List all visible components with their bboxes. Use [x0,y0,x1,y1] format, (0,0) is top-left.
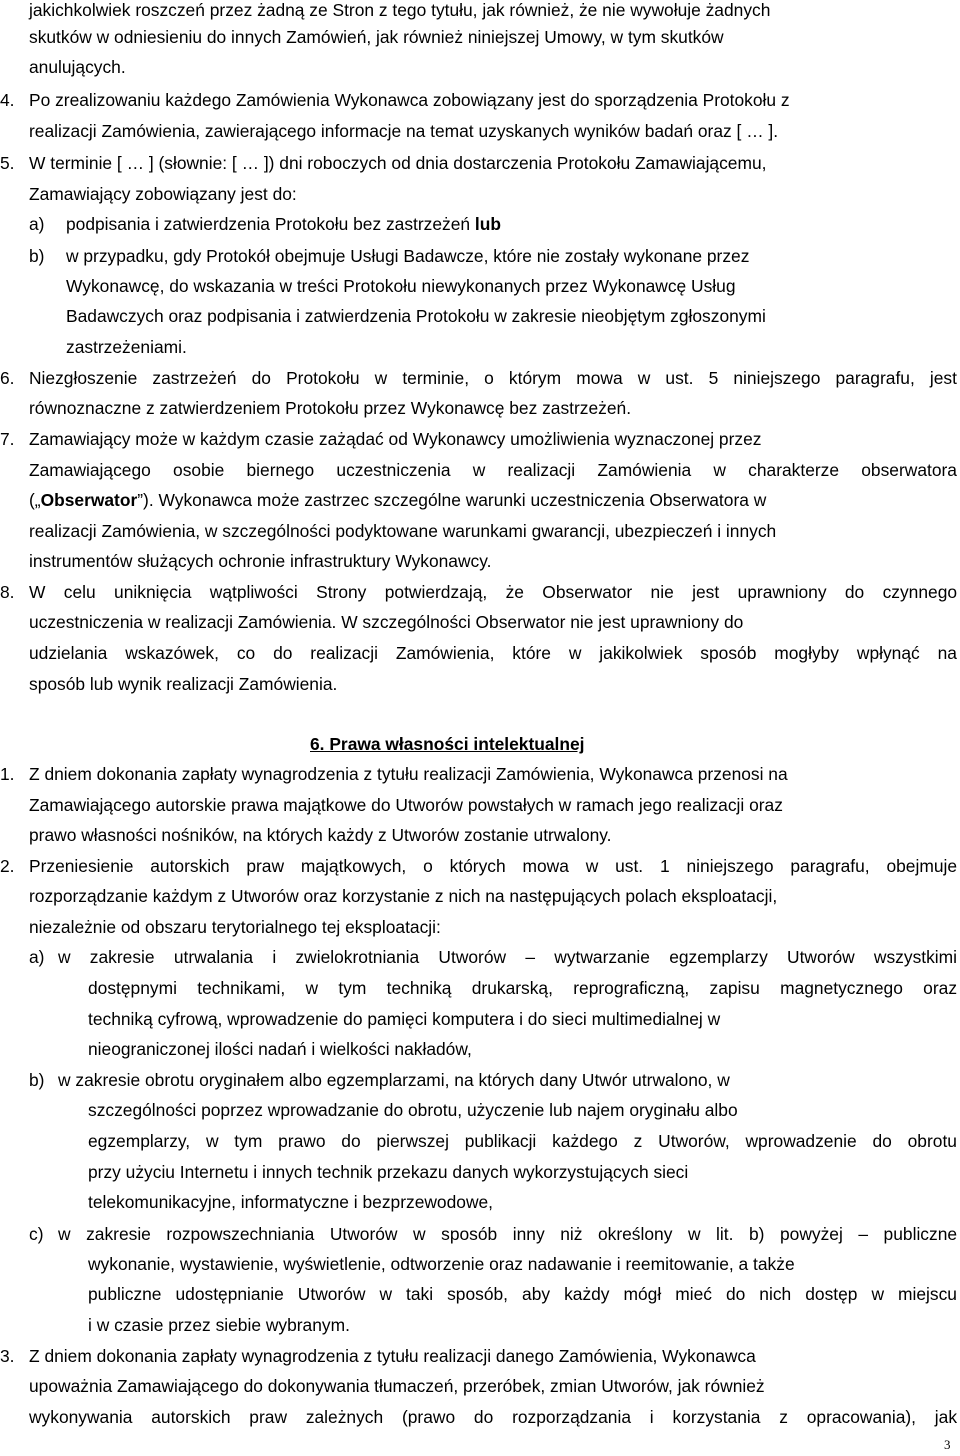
list-number: 4. [0,90,15,110]
section-heading: 6. Prawa własności intelektualnej [310,734,585,754]
list-number: 7. [0,429,15,449]
line-text: przy użyciu Internetu i innych technik przekazu danych wykorzystujących sieci [88,1162,689,1182]
list-number: 5. [0,153,15,173]
line-text: wykonywania autorskich praw zależnych (prawo do rozporządzania i korzystania z opracowania), jak [29,1407,958,1427]
list-number: 6. [0,368,15,388]
list-number: 3. [0,1346,15,1366]
paragraph-line [0,915,960,939]
sub-item-label: b) [29,246,45,266]
paragraph-line [0,1007,960,1031]
sub-item-a [0,945,960,969]
paragraph-line [0,823,960,847]
line-text: Zamawiającego autorskie prawa majątkowe do Utworów powstałych w ramach jego realizacji oraz [29,795,783,815]
line-text: egzemplarzy, w tym prawo do pierwszej publikacji każdego z Utworów, wprowadzenie do obrotu [88,1131,957,1151]
line-text: („Obserwator”). Wykonawca może zastrzec szczególne warunki uczestniczenia Obserwatora w [29,490,767,510]
paragraph-line [0,119,960,143]
paragraph-line [0,641,960,665]
sub-item-label: a) [29,214,45,234]
line-text: Niezgłoszenie zastrzeżeń do Protokołu w terminie, o którym mowa w ust. 5 niniejszego paragrafu, jest [29,368,957,388]
line-text: upoważnia Zamawiającego do dokonywania tłumaczeń, przeróbek, zmian Utworów, jak również [29,1376,765,1396]
paragraph-line [0,519,960,543]
paragraph-line [0,396,960,420]
line-text: publiczne udostępnianie Utworów w taki sposób, aby każdy mógł mieć do nich dostęp w miejscu [88,1284,957,1304]
line-text: Wykonawcę, do wskazania w treści Protokołu niewykonanych przez Wykonawcę Usług [66,276,736,296]
paragraph-line [0,1190,960,1214]
line-text: Z dniem dokonania zapłaty wynagrodzenia z tytułu realizacji Zamówienia, Wykonawca przenosi na [29,764,788,784]
line-text: prawo własności nośników, na których każdy z Utworów zostanie utrwalony. [29,825,612,845]
paragraph-line [0,488,960,512]
line-text: Zamawiający może w każdym czasie zażądać od Wykonawcy umożliwienia wyznaczonej przez [29,429,762,449]
list-item-5 [0,151,960,175]
line-text: techniką cyfrową, wprowadzenie do pamięci komputera i do sieci multimedialnej w [88,1009,721,1029]
line-text: nieograniczonej ilości nadań i wielkości nakładów, [88,1039,472,1059]
bold-text: Obserwator [40,490,138,510]
line-text: instrumentów służących ochronie infrastruktury Wykonawcy. [29,551,492,571]
line-text: realizacji Zamówienia, zawierającego informacje na temat uzyskanych wyników badań oraz [ … ]. [29,121,779,141]
list-item-7 [0,427,960,451]
sub-item-b [0,244,960,268]
sub-item-label: c) [29,1224,44,1244]
paragraph-line [0,1405,960,1429]
line-text: skutków w odniesieniu do innych Zamówień, jak również niniejszej Umowy, w tym skutków [29,27,724,47]
paragraph-line [0,55,960,79]
paragraph-line [0,1282,960,1306]
line-text: dostępnymi technikami, w tym techniką drukarską, reprograficzną, zapisu magnetycznego oraz [88,978,958,998]
line-text: sposób lub wynik realizacji Zamówienia. [29,674,338,694]
paragraph-line [0,1313,960,1337]
line-text: równoznaczne z zatwierdzeniem Protokołu przez Wykonawcę bez zastrzeżeń. [29,398,632,418]
line-text: W terminie [ … ] (słownie: [ … ]) dni roboczych od dnia dostarczenia Protokołu Zamawiającemu, [29,153,767,173]
line-text: niezależnie od obszaru terytorialnego tej eksploatacji: [29,917,441,937]
line-text: telekomunikacyjne, informatyczne i bezprzewodowe, [88,1192,494,1212]
line-text: realizacji Zamówienia, w szczególności podyktowane warunkami gwarancji, ubezpieczeń i innych [29,521,777,541]
list-item-6 [0,366,960,390]
sub-item-label: b) [29,1070,45,1090]
paragraph-line [0,274,960,298]
line-text: Z dniem dokonania zapłaty wynagrodzenia z tytułu realizacji danego Zamówienia, Wykonawca [29,1346,756,1366]
line-text: udzielania wskazówek, co do realizacji Zamówienia, które w jakikolwiek sposób mogłyby wpłynąć na [29,643,957,663]
line-text: W celu uniknięcia wątpliwości Strony potwierdzają, że Obserwator nie jest uprawniony do czynnego [29,582,958,602]
line-text: rozporządzanie każdym z Utworów oraz korzystanie z nich na następujących polach eksploatacji, [29,886,778,906]
line-text: w zakresie utrwalania i zwielokrotniania Utworów – wytwarzanie egzemplarzy Utworów wszystkimi [58,947,958,967]
paragraph-line [0,458,960,482]
paragraph-line [0,1160,960,1184]
line-text: wykonanie, wystawienie, wyświetlenie, odtworzenie oraz nadawanie i reemitowanie, a także [88,1254,795,1274]
sub-item-b [0,1068,960,1092]
paragraph-line [0,793,960,817]
line-text: w zakresie obrotu oryginałem albo egzemplarzami, na których dany Utwór utrwalono, w [58,1070,730,1090]
sub-item-label: a) [29,947,45,967]
sub-item-a [0,212,960,236]
line-text: w zakresie rozpowszechniania Utworów w sposób inny niż określony w lit. b) powyżej – publiczne [58,1224,958,1244]
paragraph-line [0,1037,960,1061]
sub-item-c [0,1222,960,1246]
paragraph-line [0,610,960,634]
list-number: 8. [0,582,15,602]
paragraph-line [0,1129,960,1153]
paragraph-line [0,549,960,573]
paragraph-line [0,976,960,1000]
line-text: w przypadku, gdy Protokół obejmuje Usługi Badawcze, które nie zostały wykonane przez [66,246,750,266]
section-heading-row [0,732,960,756]
line-text: szczególności poprzez wprowadzanie do obrotu, użyczenie lub najem oryginału albo [88,1100,738,1120]
line-text: i w czasie przez siebie wybranym. [88,1315,350,1335]
list-number: 1. [0,764,15,784]
line-text: zastrzeżeniami. [66,337,187,357]
line-text: jakichkolwiek roszczeń przez żadną ze Stron z tego tytułu, jak również, że nie wywołuje żadnych [29,0,771,20]
paragraph-line [0,304,960,328]
list-item-1 [0,762,960,786]
line-text: anulujących. [29,57,126,77]
list-item-4 [0,88,960,112]
line-text: Przeniesienie autorskich praw majątkowych, o których mowa w ust. 1 niniejszego paragrafu, obejmuje [29,856,958,876]
line-text: uczestniczenia w realizacji Zamówienia. W szczególności Obserwator nie jest uprawniony do [29,612,744,632]
paragraph-line [0,335,960,359]
paragraph-line [0,25,960,49]
bold-text: lub [474,214,501,234]
paragraph-line [0,884,960,908]
paragraph-line [0,1098,960,1122]
line-text: Zamawiającego osobie biernego uczestniczenia w realizacji Zamówienia w charakterze obserwatora [29,460,957,480]
list-item-3 [0,1344,960,1368]
line-text: Po zrealizowaniu każdego Zamówienia Wykonawca zobowiązany jest do sporządzenia Protokołu z [29,90,790,110]
line-text: Badawczych oraz podpisania i zatwierdzenia Protokołu w zakresie nieobjętym zgłoszonymi [66,306,766,326]
list-item-2 [0,854,960,878]
line-text: Zamawiający zobowiązany jest do: [29,184,297,204]
paragraph-line [0,1252,960,1276]
paragraph-line [0,0,960,22]
page-number: 3 [944,1437,951,1452]
paragraph-line [0,1374,960,1398]
list-number: 2. [0,856,15,876]
list-item-8 [0,580,960,604]
line-text: podpisania i zatwierdzenia Protokołu bez zastrzeżeń lub [66,214,501,234]
paragraph-line [0,672,960,696]
paragraph-line [0,182,960,206]
